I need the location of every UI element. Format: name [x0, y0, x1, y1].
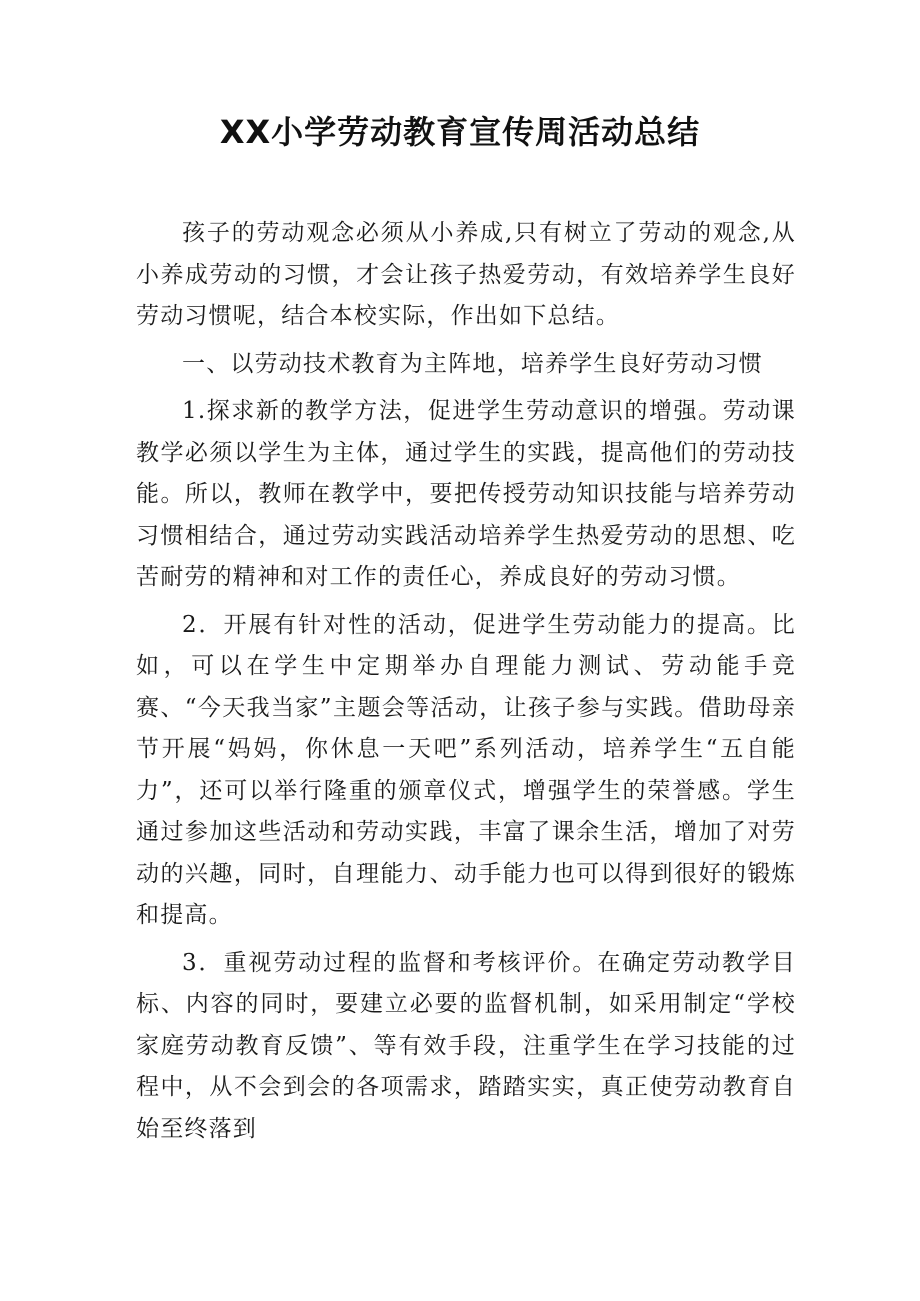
document-title: XX小学劳动教育宣传周活动总结	[219, 113, 701, 151]
document-body	[136, 213, 796, 1156]
section-heading-1: 一、以劳动技术教育为主阵地，培养学生良好劳动习惯	[182, 350, 763, 377]
list-item-2-paragraph: 2．开展有针对性的活动，促进学生劳动能力的提高。比如，可以在学生中定期举办自理能力测试、劳动能手竞赛、“今天我当家”主题会等活动，让孩子参与实践。借助母亲节开展“妈妈，你休息一天吧”系列活动，培养学生“五自能力”，还可以举行隆重的颁章仪式，增强学生的荣誉感。学生通过参加这些活动和劳动实践，丰富了课余生活，增加了对劳动的兴趣，同时，自理能力、动手能力也可以得到很好的锻炼和提高。	[136, 611, 796, 928]
list-item-1-paragraph: 1.探求新的教学方法，促进学生劳动意识的增强。劳动课教学必须以学生为主体，通过学生的实践，提高他们的劳动技能。所以，教师在教学中，要把传授劳动知识技能与培养劳动习惯相结合，通过劳动实践活动培养学生热爱劳动的思想、吃苦耐劳的精神和对工作的责任心，养成良好的劳动习惯。	[136, 398, 796, 590]
intro-paragraph: 孩子的劳动观念必须从小养成,只有树立了劳动的观念,从小养成劳动的习惯，才会让孩子热爱劳动，有效培养学生良好劳动习惯呢，结合本校实际，作出如下总结。	[136, 220, 796, 329]
list-item-3-paragraph: 3．重视劳动过程的监督和考核评价。在确定劳动教学目标、内容的同时，要建立必要的监督机制，如采用制定“学校家庭劳动教育反馈”、等有效手段，注重学生在学习技能的过程中，从不会到会的各项需求，踏踏实实，真正使劳动教育自始至终落到	[136, 949, 796, 1142]
